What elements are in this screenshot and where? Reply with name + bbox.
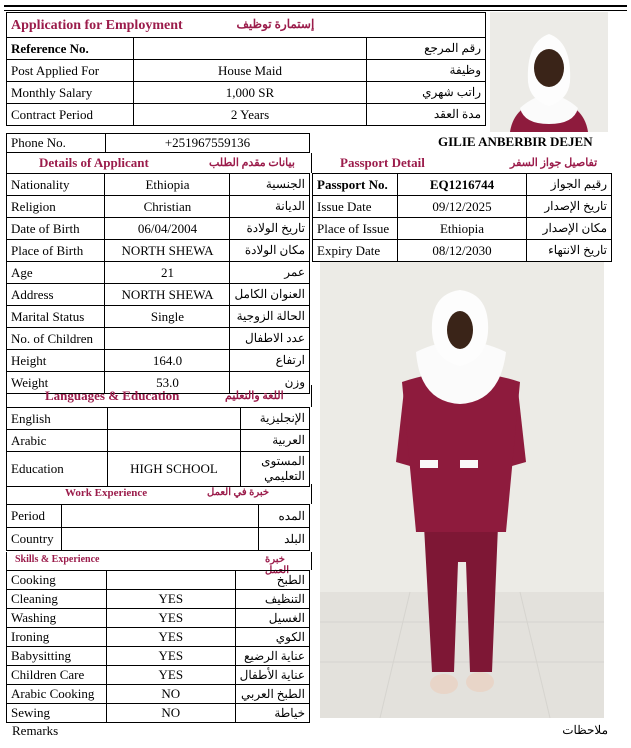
- remarks-label: Remarks: [12, 723, 59, 738]
- job-row: Reference No. رقم المرجع: [7, 38, 486, 60]
- header-row: [7, 13, 486, 38]
- remarks-label-ar: ملاحظات: [562, 723, 608, 737]
- form-title: Application for Employment: [11, 17, 183, 33]
- applicant-name: GILIE ANBERBIR DEJEN: [438, 134, 593, 149]
- applicant-row: Religion Christian الديانة: [7, 196, 310, 218]
- skill-row: Babysitting YES عناية الرضيع: [7, 647, 310, 666]
- work-section-header: Work Experience خبرة في العمل: [6, 484, 312, 504]
- applicant-row: Weight 53.0 وزن: [7, 372, 310, 394]
- remarks-row: [6, 720, 618, 742]
- skill-row: Cleaning YES التنظيف: [7, 590, 310, 609]
- skill-row: Children Care YES عناية الأطفال: [7, 666, 310, 685]
- form-title-ar: إستمارة توظيف: [236, 16, 315, 31]
- skills-section-header: Skills & Experience خبرة العمل: [6, 552, 312, 570]
- applicant-row: Age 21 عمر: [7, 262, 310, 284]
- full-body-photo: [320, 262, 604, 718]
- skill-row: Arabic Cooking NO الطبخ العربي: [7, 685, 310, 704]
- applicant-row: Nationality Ethiopia الجنسية: [7, 174, 310, 196]
- applicant-row: Date of Birth 06/04/2004 تاريخ الولادة: [7, 218, 310, 240]
- applicant-row: Place of Birth NORTH SHEWA مكان الولادة: [7, 240, 310, 262]
- applicant-row: Height 164.0 ارتفاع: [7, 350, 310, 372]
- passport-section-header: Passport Detail تفاصيل جواز السفر: [340, 155, 598, 170]
- skill-row: Ironing YES الكوي: [7, 628, 310, 647]
- skill-row: Cooking الطبخ: [7, 571, 310, 590]
- work-table: Period المده Country البلد: [6, 504, 310, 551]
- applicant-row: Address NORTH SHEWA العنوان الكامل: [7, 284, 310, 306]
- skill-row: Washing YES الغسيل: [7, 609, 310, 628]
- job-row: Contract Period 2 Years مدة العقد: [7, 104, 486, 126]
- applicant-section-header: Details of Applicant بيانات مقدم الطلب: [6, 153, 312, 173]
- applicant-row: No. of Children عدد الاطفال: [7, 328, 310, 350]
- portrait-photo: [490, 12, 608, 132]
- applicant-table: [6, 173, 310, 394]
- passport-table: Passport No. EQ1216744 رقيم الجواز Issue Date 09/12/2025 تاريخ الإصدار Place of Issue Ethiopia مكان الإصدار Expiry Date 08/12/2030 تاريخ الانتهاء: [312, 173, 612, 262]
- languages-section-header: Languages & Education اللغة والتعليم: [6, 385, 312, 407]
- phone-value: +251967559136: [106, 134, 310, 153]
- applicant-row: Marital Status Single الحالة الزوجية: [7, 306, 310, 328]
- job-row: Post Applied For House Maid وظيفة: [7, 60, 486, 82]
- job-table: [6, 12, 486, 126]
- phone-table: [6, 133, 310, 153]
- languages-table: English الإنجليزية Arabic العربية Education HIGH SCHOOL المستوى التعليمي: [6, 407, 310, 487]
- phone-label: Phone No.: [7, 134, 106, 153]
- skills-table: [6, 570, 310, 723]
- job-row: Monthly Salary 1,000 SR راتب شهري: [7, 82, 486, 104]
- skill-row: Sewing NO خياطة: [7, 704, 310, 723]
- top-border: [0, 0, 631, 10]
